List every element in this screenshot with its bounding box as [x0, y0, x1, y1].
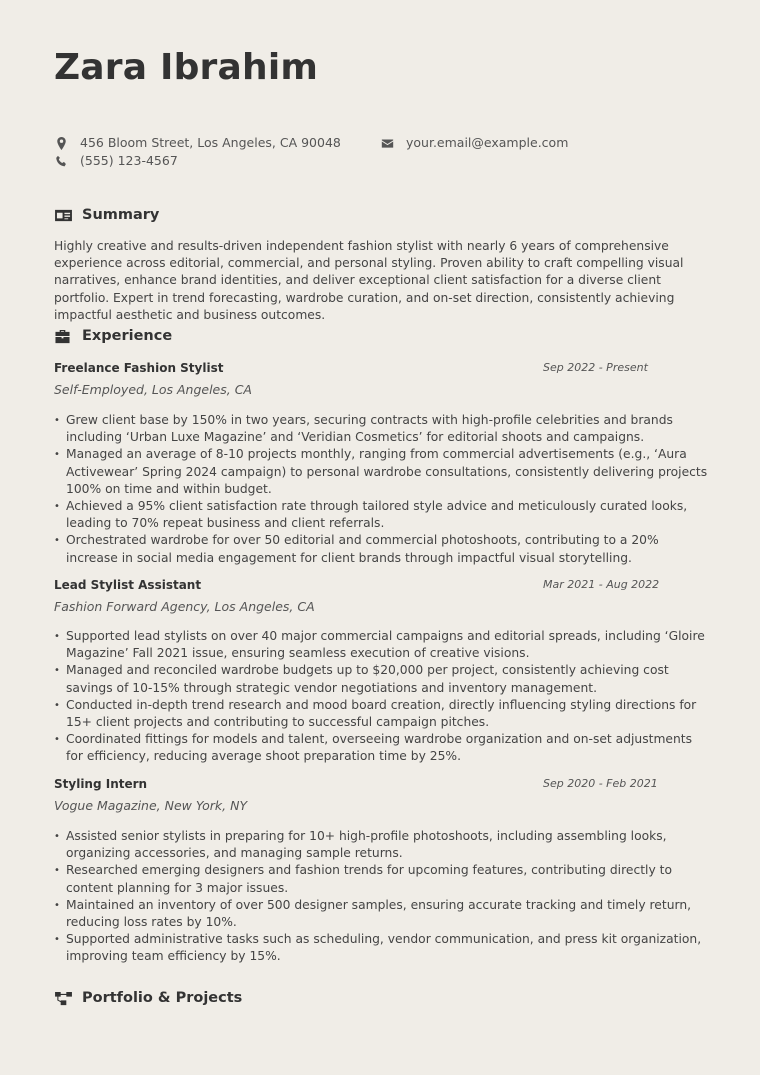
portfolio-heading	[54, 988, 242, 1008]
list-item: • Managed and reconciled wardrobe budgets up to $20,000 per project, consistently achieving cost savings of 10-15% through strategic vendor negotiations and inventory management.	[54, 662, 710, 696]
job-date: Sep 2020 - Feb 2021	[543, 777, 658, 790]
address-text: 456 Bloom Street, Los Angeles, CA 90048	[80, 135, 341, 150]
phone-text: (555) 123-4567	[80, 153, 178, 168]
job-bullets	[54, 628, 710, 766]
id-card-icon	[54, 207, 74, 223]
experience-heading	[54, 326, 172, 346]
job-company: Self-Employed, Los Angeles, CA	[54, 382, 252, 397]
list-item: • Maintained an inventory of over 500 designer samples, ensuring accurate tracking and timely return, reducing loss rates by 10%.	[54, 897, 710, 931]
job-date: Sep 2022 - Present	[543, 361, 648, 374]
list-item: • Orchestrated wardrobe for over 50 editorial and commercial photoshoots, contributing to a 20% increase in social media engagement for client brands through impactful visual storytelling.	[54, 532, 710, 566]
email-text[interactable]: your.email@example.com	[406, 135, 569, 150]
list-item: • Supported administrative tasks such as scheduling, vendor communication, and press kit organization, improving team efficiency by 15%.	[54, 931, 710, 965]
job-bullets	[54, 412, 710, 567]
list-item: • Researched emerging designers and fashion trends for upcoming features, contributing directly to content planning for 3 major issues.	[54, 862, 710, 896]
list-item: • Coordinated fittings for models and talent, overseeing wardrobe organization and on-set adjustments for efficiency, reducing average shoot preparation time by 25%.	[54, 731, 710, 765]
briefcase-icon	[54, 328, 74, 344]
job-title: Lead Stylist Assistant	[54, 578, 202, 592]
list-item: • Conducted in-depth trend research and mood board creation, directly influencing styling directions for 15+ client projects and contributing to successful campaign pitches.	[54, 697, 710, 731]
contact-phone	[54, 152, 178, 170]
contact-email	[380, 134, 568, 152]
job-company: Fashion Forward Agency, Los Angeles, CA	[54, 599, 315, 614]
job-date: Mar 2021 - Aug 2022	[543, 578, 660, 591]
list-item: • Assisted senior stylists in preparing for 10+ high-profile photoshoots, including assembling looks, organizing accessories, and managing sample returns.	[54, 828, 710, 862]
list-item: • Achieved a 95% client satisfaction rate through tailored style advice and meticulously curated looks, leading to 70% repeat business and client referrals.	[54, 498, 710, 532]
job-title: Freelance Fashion Stylist	[54, 361, 224, 375]
summary-heading	[54, 205, 159, 225]
summary-text: Highly creative and results-driven independent fashion stylist with nearly 6 years of comprehensive experience across editorial, commercial, and personal styling. Proven ability to craft compelling visual narratives, enhance brand identities, and deliver exceptional client satisfaction for a diverse client portfolio. Expert in trend forecasting, wardrobe curation, and on-set direction, consistently achieving impactful aesthetic and business outcomes.	[54, 239, 684, 322]
contact-address	[54, 134, 341, 152]
job-title: Styling Intern	[54, 777, 148, 791]
job-bullets	[54, 828, 710, 966]
phone-icon	[54, 154, 68, 168]
list-item: • Grew client base by 150% in two years, securing contracts with high-profile celebrities and brands including ‘Urban Luxe Magazine’ and ‘Veridian Cosmetics’ for editorial shoots and campaigns.	[54, 412, 710, 446]
list-item: • Managed an average of 8-10 projects monthly, ranging from commercial advertisements (e.g., ‘Aura Activewear’ Spring 2024 campaign) to personal wardrobe consultations, consistently delivering projects 100% on time and within budget.	[54, 446, 710, 498]
envelope-icon	[380, 136, 394, 150]
experience-title: Experience	[82, 328, 173, 344]
job-company: Vogue Magazine, New York, NY	[54, 798, 248, 813]
location-pin-icon	[54, 136, 68, 150]
portfolio-title: Portfolio & Projects	[82, 990, 243, 1006]
project-diagram-icon	[54, 990, 74, 1006]
candidate-name: Zara Ibrahim	[54, 47, 319, 88]
summary-title: Summary	[82, 207, 160, 223]
list-item: • Supported lead stylists on over 40 major commercial campaigns and editorial spreads, including ‘Gloire Magazine’ Fall 2021 issue, ensuring seamless execution of creative visions.	[54, 628, 710, 662]
